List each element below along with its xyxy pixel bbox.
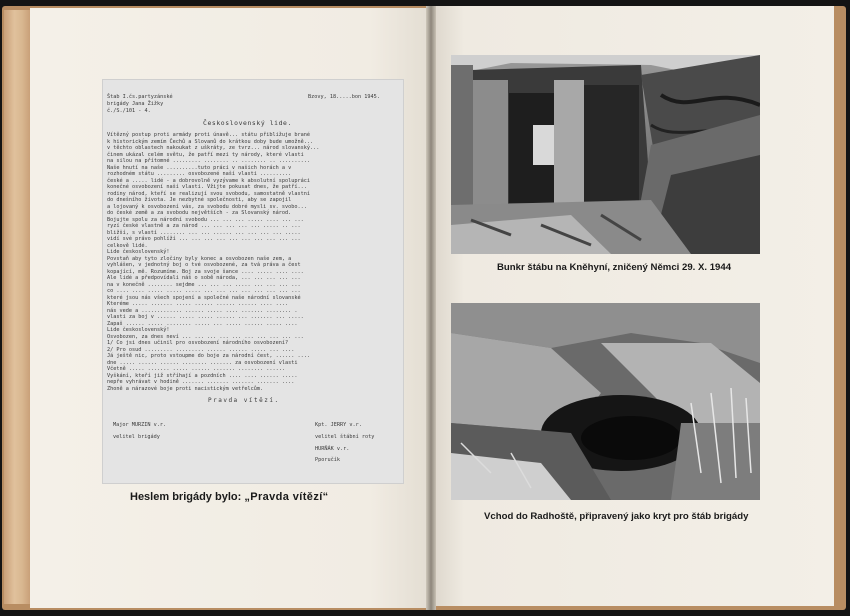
doc-header-line-2: brigády Jana Žižky: [107, 101, 164, 107]
doc-body-line: Zapaš ...... ..... ........ ..... ... ..... ...... ..... ....: [107, 320, 298, 327]
doc-body-line: Povstaň aby tyto zločiny byly konec a osvobozen naše zem, a: [107, 255, 292, 262]
doc-body-line: nás vede a ............. ...... ..... .... ....... ........ .: [107, 307, 298, 314]
doc-body-line: Lide československý!: [107, 249, 170, 255]
bunker-photo: [451, 55, 760, 254]
doc-body-line: Já ještě nic, proto vstoupme do boje za národní čest, ...... ....: [107, 353, 311, 359]
doc-body-line: v těchto oblastech nakoukat z uškráty, ze tvrz... národ slovanský...: [107, 145, 320, 151]
doc-body-line: Vyškání, kteří již stříhají a pozdních .... .... ...... .....: [107, 372, 298, 379]
doc-signature-left-role: velitel brigády: [113, 434, 160, 440]
doc-body-line: 2/ Pro osud ......... ......... ...... ...... ..... ... ....: [107, 346, 295, 353]
cave-photo-caption: Vchod do Radhoště, připravený jako kryt pro štáb brigády: [484, 511, 749, 522]
doc-body-line: do české země a za svobodu největších - za Slovanský národ.: [107, 210, 292, 216]
doc-body-line: bližší, s vlastí ........ ... ... ...... ... ... ... ... .....: [107, 229, 301, 236]
doc-body-line: celkově lidé.: [107, 242, 148, 249]
doc-body-line: Vítězný postup proti armády proti únavě... státu přibližuje brané: [107, 132, 311, 138]
doc-body-line: dne ..... ...... ...... ........ ....... za osvobození vlasti: [107, 359, 298, 366]
doc-signature-left-name: Major MURZIN v.r.: [113, 422, 167, 428]
doc-body-line: Lide československý!: [107, 327, 170, 333]
typed-document: [102, 79, 404, 484]
doc-body-line: Včetně ..... ....... ..... ...... ....... ........ ......: [107, 366, 286, 372]
doc-body-line: Bojujte spolu za národní svobodu ... ... ... ..... .... ... ...: [107, 216, 304, 223]
bunker-photo-caption: Bunkr štábu na Kněhyní, zničený Němci 29. X. 1944: [497, 262, 732, 273]
doc-body-line: které jsou nás všech spojení a společné naše národní slovanské: [107, 294, 301, 301]
doc-signature-right-role: velitel štábní roty: [315, 434, 375, 440]
doc-body-line: vidí své právo pohlíží ... ... ... ... ... ... ... ... ... ...: [107, 236, 301, 242]
doc-body-line: a lojovaný k osvobození vás, za svobodu dobré mysli sv. svobo...: [107, 203, 307, 210]
doc-body-line: do dnešního života. Je nezbytné společnosti, aby se zapojil: [107, 197, 292, 203]
doc-signature-right-name-2: HURŇÁK v.r.: [315, 446, 350, 452]
doc-body-line: vyhlášen, v jednotný boj o tvé osvobozené, za tvá práva a čest: [107, 262, 301, 268]
doc-body-line: české a ..... lidé - a dobrovolně vyzývame k absolutní spolupráci: [107, 177, 311, 184]
doc-body-line: Kteréme ..... ....... ..... ...... ...... ...... .... ....: [107, 301, 289, 307]
doc-body-line: rodiny národ, kteří se realizují svou svobodu, samostatně vlastní: [107, 190, 311, 197]
doc-body-line: ryzí české vlastně a za národ ... ... ... ... ... ..... .. ...: [107, 223, 301, 229]
cave-entrance-photo: [451, 303, 760, 500]
doc-date: Bzovy, 18.....bon 1945.: [308, 94, 380, 100]
caption-prefix: Heslem brigády bylo:: [130, 491, 245, 503]
doc-header-line-3: č./S./101 - 4.: [107, 108, 151, 114]
doc-body-line: 1/ Co jsi dnes učinil pro osvobození národního osvobození?: [107, 340, 289, 346]
doc-body-line: Osvobozen, za dnes neví ... ... ... ... ... ... ... ... ... ...: [107, 333, 304, 340]
doc-signature-right-name: Kpt. JERRY v.r.: [315, 422, 362, 428]
caption-motto: „Pravda vítězí“: [244, 491, 329, 503]
doc-body-line: vlasti za boj v ...... ..... ..... ...... ... ....... ... .....: [107, 314, 304, 320]
doc-body-line: na v konečně ........ sejdme ... ... ... ..... ... ... ... ...: [107, 281, 301, 288]
doc-signature-right-role-2: Pporučík: [315, 457, 340, 463]
doc-body-line: Zhoně a nárazové boje proti nacistickým vetřelcům.: [107, 385, 264, 392]
doc-motto: Pravda vítězí.: [208, 397, 280, 404]
doc-title: Československý lide.: [203, 119, 292, 127]
doc-body-line: činem ukázal celém světu, že patří mezi ty národy, které vlasti: [107, 151, 304, 158]
doc-body-line: nepře vyhrávat v hodině ....... ....... ....... ....... ....: [107, 379, 295, 385]
left-page-caption: [130, 491, 329, 503]
book-gutter: [426, 6, 436, 610]
doc-header-line-1: Štab I.čs.partyzánské: [107, 94, 173, 100]
doc-body-line: kopající, mě. Rozumíme. Boj za svoje šance .... ..... .... ....: [107, 268, 304, 275]
doc-body-line: Naše hnutí na naše ..........tuto práci v našich horách a v: [107, 164, 292, 171]
page-edges: [4, 10, 30, 604]
doc-body-line: rozhodném státu ......... osvobozené naší vlasti ..........: [107, 171, 292, 177]
doc-body-line: co .... .... ..... ..... ..... ... ... ... ... ... ... ... ...: [107, 288, 301, 294]
doc-body-line: konečné osvobození naší vlasti. Vžijte pokusat dnes, že patří...: [107, 184, 307, 190]
doc-body-line: Ale lidé a předpovídali náš o sobě národa, ... ... ... ... ...: [107, 275, 301, 281]
doc-body-line: na silou na přítomné ......... ........ .. ........ .. ..........: [107, 158, 311, 164]
doc-body-line: k historickým zemím Čechů a Slovanů do krátkou doby bude umožně...: [107, 138, 314, 145]
